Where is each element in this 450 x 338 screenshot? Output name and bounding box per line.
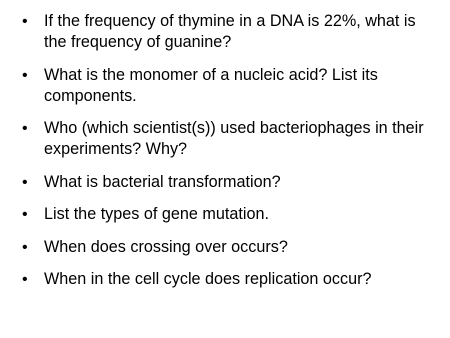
list-item (0, 269, 450, 290)
question-text: List the types of gene mutation. (44, 205, 269, 223)
question-text: What is bacterial transformation? (44, 172, 281, 191)
question-list (0, 11, 450, 302)
list-item (0, 118, 450, 160)
question-text: Who (which scientist(s)) used bacteriophages in their experiments? Why? (44, 119, 424, 158)
list-item (0, 237, 450, 258)
bullet-icon: • (22, 66, 28, 84)
bullet-icon: • (22, 271, 28, 288)
list-item (0, 172, 450, 193)
list-item (0, 204, 450, 225)
bullet-icon: • (22, 206, 28, 223)
bullet-icon: • (22, 238, 28, 256)
list-item (0, 11, 450, 53)
question-text: If the frequency of thymine in a DNA is 22%, what is the frequency of guanine? (44, 12, 416, 51)
question-text: What is the monomer of a nucleic acid? List its components. (44, 65, 378, 105)
question-text: When does crossing over occurs? (44, 237, 288, 256)
bullet-icon: • (22, 120, 28, 137)
bullet-icon: • (22, 173, 28, 191)
bullet-icon: • (22, 13, 28, 30)
list-item (0, 65, 450, 107)
question-text: When in the cell cycle does replication occur? (44, 270, 372, 288)
